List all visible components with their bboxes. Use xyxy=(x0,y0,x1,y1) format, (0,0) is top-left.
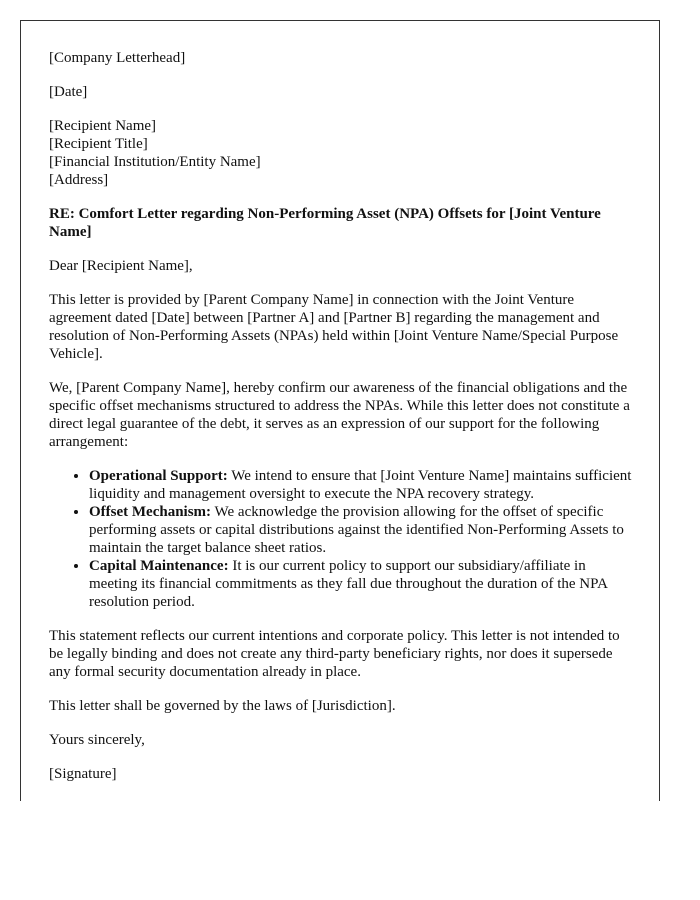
arrangement-list xyxy=(49,467,634,611)
letter-page xyxy=(20,20,660,801)
paragraph-governing-law: This letter shall be governed by the laws of [Jurisdiction]. xyxy=(49,698,396,714)
paragraph-confirmation: We, [Parent Company Name], hereby confirm our awareness of the financial obligations and the specific offset mechanisms structured to address the NPAs. While this letter does not constitute a direct legal guarantee of the debt, it serves as an expression of our support for the following arrangement: xyxy=(49,380,630,450)
recipient-name: [Recipient Name] xyxy=(49,118,157,134)
paragraph-disclaimer: This statement reflects our current intentions and corporate policy. This letter is not intended to be legally binding and does not create any third-party beneficiary rights, nor does it supersede any formal security documentation already in place. xyxy=(49,628,620,680)
letterhead: [Company Letterhead] xyxy=(49,50,186,66)
paragraph-intro: This letter is provided by [Parent Company Name] in connection with the Joint Venture agreement dated [Date] between [Partner A] and [Partner B] regarding the management and resolution of Non-Performing Assets (NPAs) held within [Joint Venture Name/Special Purpose Vehicle]. xyxy=(49,292,619,362)
list-item-text: We intend to ensure that [Joint Venture Name] maintains sufficient liquidity and management oversight to execute the NPA recovery strategy. xyxy=(89,468,632,502)
list-item-text: It is our current policy to support our subsidiary/affiliate in meeting its financial commitments as they fall due throughout the duration of the NPA resolution period. xyxy=(89,558,608,610)
list-item-operational-support xyxy=(89,467,634,503)
recipient-block xyxy=(49,117,634,189)
letter-date: [Date] xyxy=(49,84,88,100)
recipient-title: [Recipient Title] xyxy=(49,136,148,152)
list-item-text: We acknowledge the provision allowing for the offset of specific performing assets or capital distributions against the identified Non-Performing Assets to maintain the target balance sheet ratios. xyxy=(89,504,624,556)
list-item-offset-mechanism xyxy=(89,503,634,557)
list-item-label: Operational Support: xyxy=(89,468,228,484)
recipient-address: [Address] xyxy=(49,172,109,188)
salutation: Dear [Recipient Name], xyxy=(49,258,193,274)
letter-body xyxy=(49,49,634,799)
list-item-capital-maintenance xyxy=(89,557,634,611)
list-item-label: Capital Maintenance: xyxy=(89,558,229,574)
subject-line: RE: Comfort Letter regarding Non-Performing Asset (NPA) Offsets for [Joint Venture Name] xyxy=(49,206,601,240)
closing: Yours sincerely, xyxy=(49,732,145,748)
list-item-label: Offset Mechanism: xyxy=(89,504,212,520)
signature: [Signature] xyxy=(49,766,117,782)
recipient-institution: [Financial Institution/Entity Name] xyxy=(49,154,261,170)
